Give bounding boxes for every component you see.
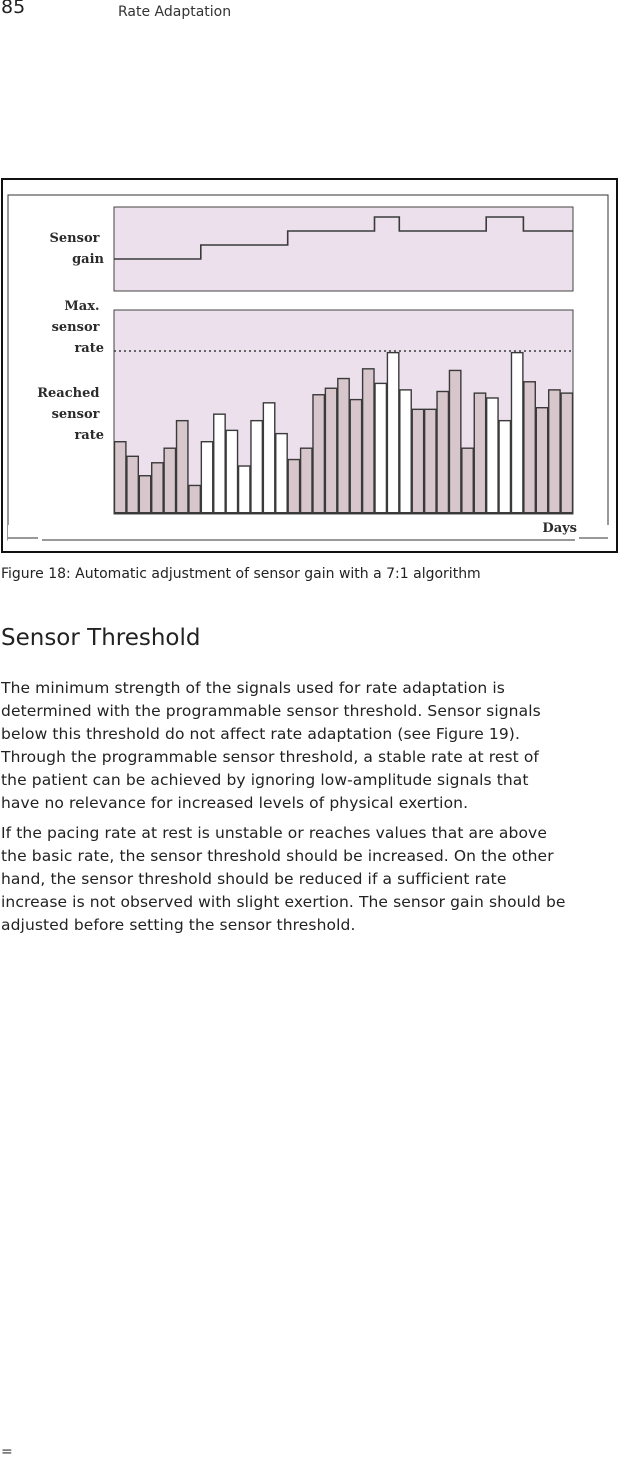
reached-rate-bar xyxy=(152,463,163,513)
p1-line: below this threshold do not affect rate adaptation (see Figure 19). xyxy=(1,725,520,743)
reached-rate-bar xyxy=(350,400,361,513)
p2-line: hand, the sensor threshold should be reduced if a sufficient rate xyxy=(1,870,507,888)
reached-rate-bar xyxy=(549,390,560,513)
reached-rate-bar xyxy=(201,442,212,513)
reached-rate-bar xyxy=(561,393,572,513)
reached-rate-bar xyxy=(400,390,411,513)
reached-rate-bar xyxy=(412,409,423,513)
reached-rate-bar xyxy=(425,409,436,513)
reached-rate-bar xyxy=(387,353,398,513)
paragraph-2 xyxy=(1,822,637,937)
reached-rate-bar xyxy=(474,393,485,513)
p1-line: Through the programmable sensor threshold, a stable rate at rest of xyxy=(1,748,539,766)
reached-rate-bar xyxy=(263,403,274,513)
p2-line: adjusted before setting the sensor threshold. xyxy=(1,916,356,934)
reached-rate-bar xyxy=(139,476,150,513)
reached-rate-bar xyxy=(214,414,225,513)
sensor-gain-chart xyxy=(3,180,616,551)
reached-rate-bar xyxy=(177,421,188,513)
reached-rate-bar xyxy=(226,430,237,513)
section-title: Sensor Threshold xyxy=(1,625,201,651)
inner-frame-gap-right xyxy=(575,525,609,541)
p2-line: the basic rate, the sensor threshold should be increased. On the other xyxy=(1,847,554,865)
footer-mark: = xyxy=(1,1444,13,1460)
reached-rate-bar xyxy=(239,466,250,513)
p1-line: The minimum strength of the signals used for rate adaptation is xyxy=(1,679,505,697)
reached-rate-bar xyxy=(313,395,324,513)
reached-rate-bar xyxy=(325,388,336,513)
p1-line: the patient can be achieved by ignoring low-amplitude signals that xyxy=(1,771,529,789)
x-axis-label: Days xyxy=(542,521,577,536)
label-reached-sensor-rate: Reached sensor rate xyxy=(37,386,104,443)
figure-caption: Figure 18: Automatic adjustment of sensor gain with a 7:1 algorithm xyxy=(1,566,481,582)
p1-line: determined with the programmable sensor threshold. Sensor signals xyxy=(1,702,541,720)
reached-rate-bar xyxy=(375,383,386,513)
reached-rate-bar xyxy=(338,379,349,513)
reached-rate-bar xyxy=(524,382,535,513)
label-sensor-gain: Sensor gain xyxy=(49,231,104,267)
reached-rate-bar xyxy=(437,392,448,514)
reached-rate-bar xyxy=(499,421,510,513)
reached-rate-bar xyxy=(449,370,460,513)
reached-rate-bar xyxy=(276,434,287,513)
reached-rate-bar xyxy=(511,353,522,513)
reached-rate-bar xyxy=(363,369,374,513)
sensor-gain-panel xyxy=(114,207,573,291)
reached-rate-bar xyxy=(164,448,175,513)
figure-18 xyxy=(1,178,618,553)
p2-line: increase is not observed with slight exertion. The sensor gain should be xyxy=(1,893,566,911)
label-max-sensor-rate: Max. sensor rate xyxy=(51,299,104,356)
p2-line: If the pacing rate at rest is unstable or reaches values that are above xyxy=(1,824,547,842)
reached-rate-bar xyxy=(462,448,473,513)
p1-line: have no relevance for increased levels of physical exertion. xyxy=(1,794,469,812)
inner-frame-gap-left xyxy=(8,525,42,541)
paragraph-1 xyxy=(1,677,637,815)
reached-rate-bar xyxy=(115,442,126,513)
running-header: Rate Adaptation xyxy=(118,4,232,20)
page-number: 85 xyxy=(1,0,26,18)
reached-rate-bar xyxy=(251,421,262,513)
reached-rate-bar xyxy=(127,456,138,513)
reached-rate-bar xyxy=(301,448,312,513)
reached-rate-bar xyxy=(487,398,498,513)
reached-rate-bar xyxy=(536,408,547,513)
reached-rate-bar xyxy=(189,485,200,513)
reached-rate-bar xyxy=(288,460,299,513)
